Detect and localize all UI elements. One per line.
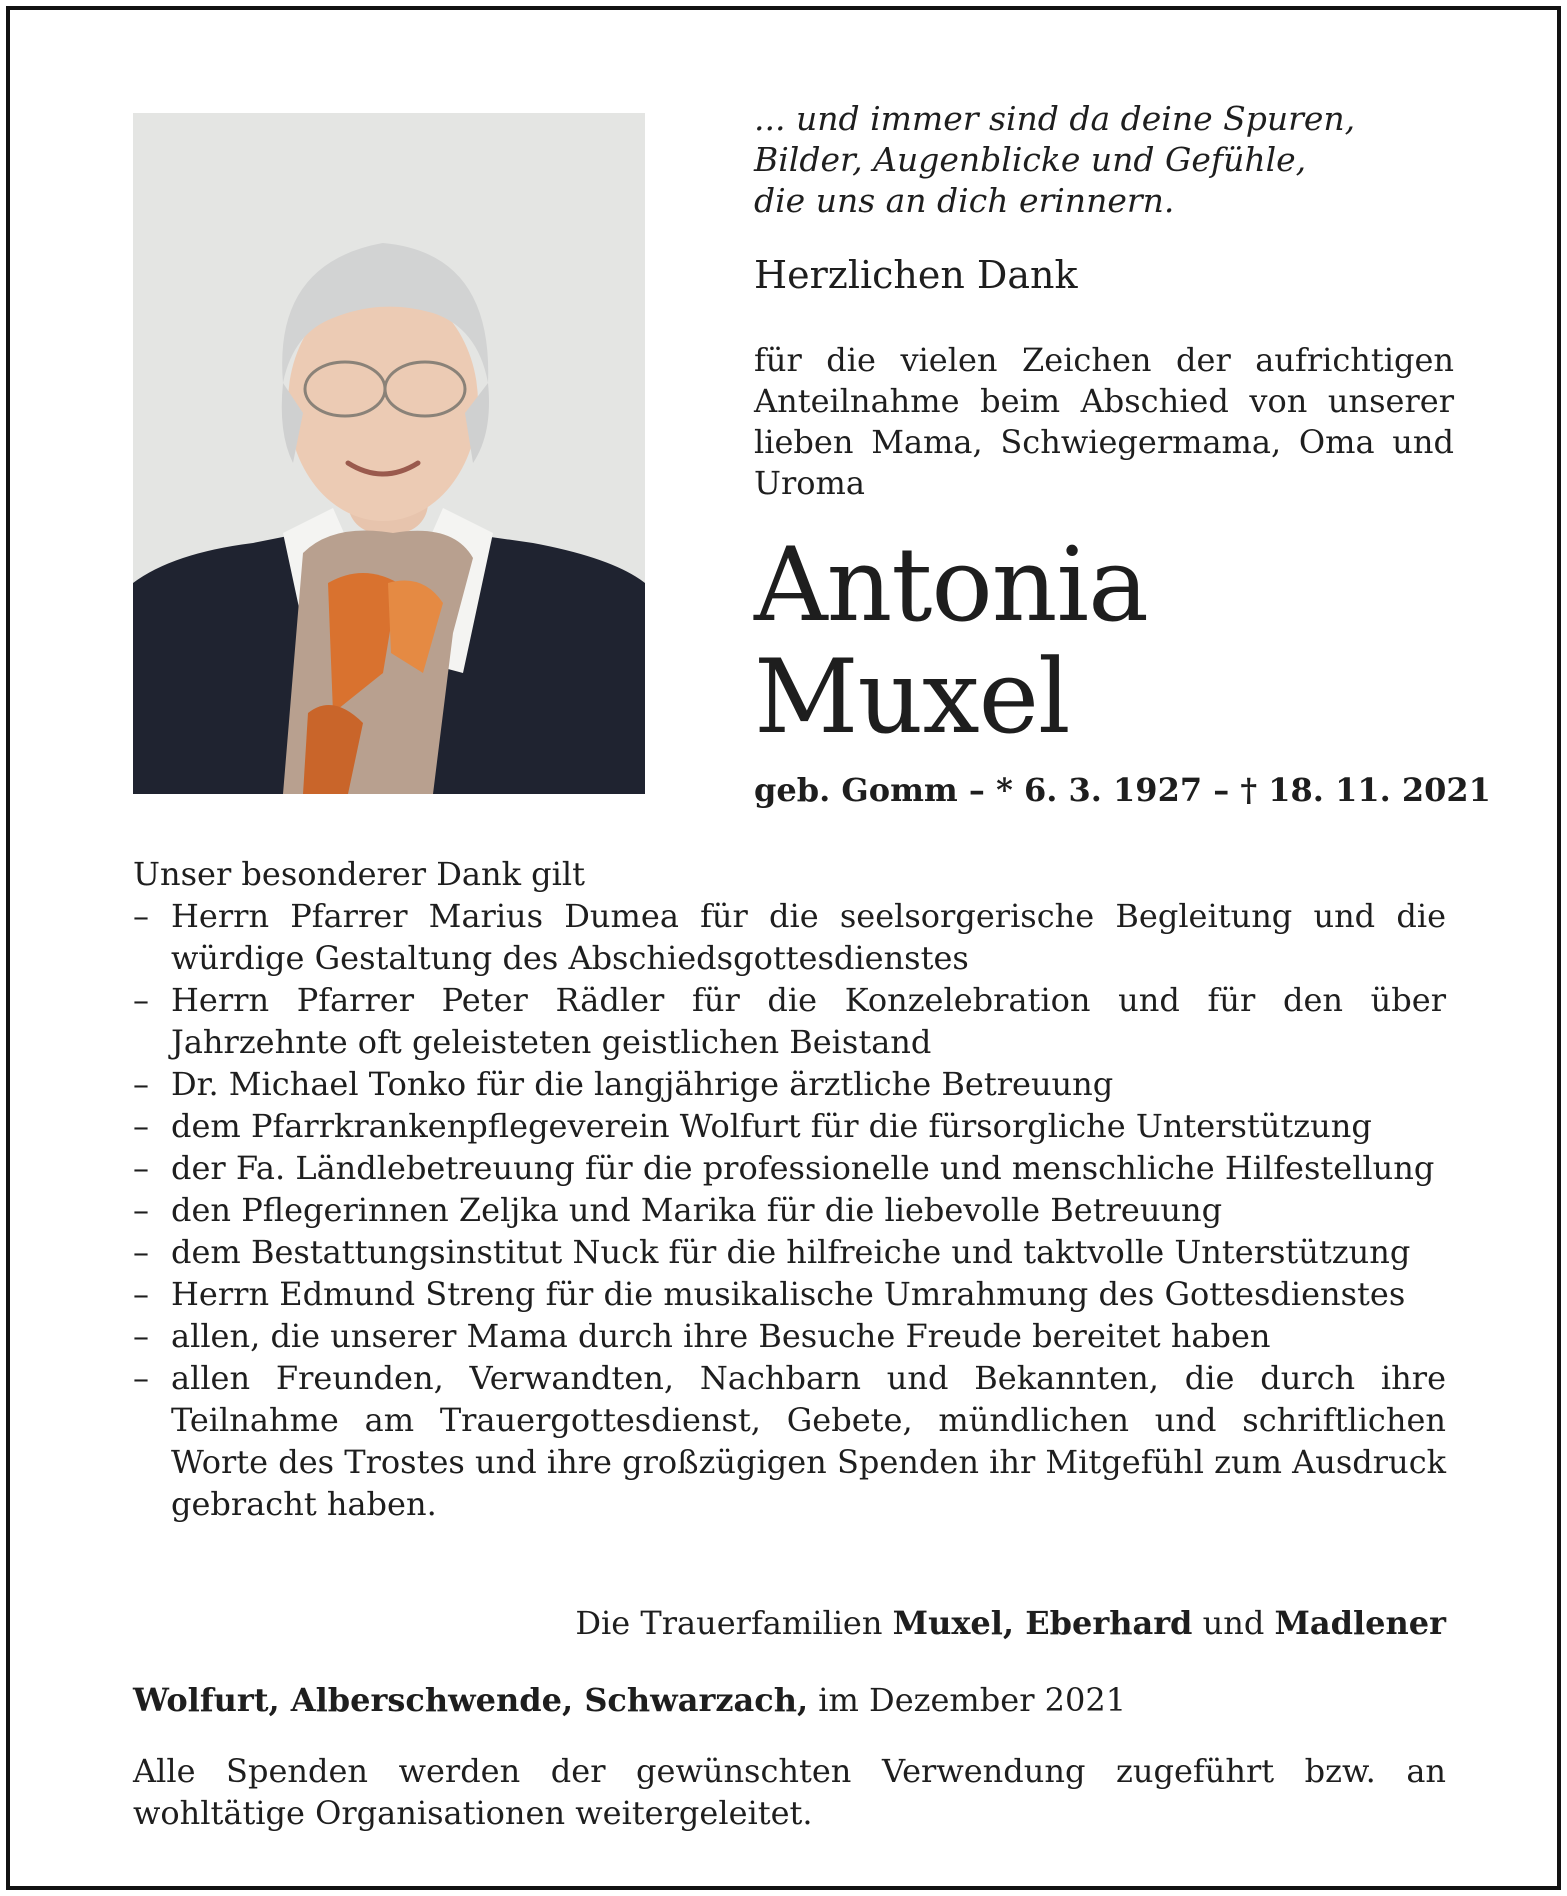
list-item: [133, 1273, 1446, 1315]
list-item-text: der Fa. Ländlebetreuung für die professionelle und menschliche Hilfestellung: [171, 1149, 1435, 1187]
dash-bullet: –: [133, 897, 149, 935]
list-item: [133, 1231, 1446, 1273]
special-thanks-intro: Unser besonderer Dank gilt: [133, 855, 585, 893]
family-signoff: [133, 1602, 1446, 1644]
portrait-photo-icon: [133, 113, 645, 794]
dash-bullet: –: [133, 1275, 149, 1313]
list-item-text: Herrn Pfarrer Peter Rädler für die Konzelebration und für den über Jahrzehnte oft geleisteten geistlichen Beistand: [171, 981, 1446, 1061]
list-item: [133, 1315, 1446, 1357]
dash-bullet: –: [133, 1233, 149, 1271]
quote-line: die uns an dich erinnern.: [754, 181, 1175, 220]
special-thanks-list: [133, 895, 1446, 1525]
places: Wolfurt, Alberschwende, Schwarzach,: [133, 1681, 809, 1719]
signoff-prefix: Die Trauerfamilien: [575, 1604, 883, 1642]
list-item: [133, 1147, 1446, 1189]
list-item-text: Dr. Michael Tonko für die langjährige ärztliche Betreuung: [171, 1065, 1114, 1103]
thanks-text: für die vielen Zeichen der aufrichtigen Anteilnahme beim Abschied von unserer lieben Mama, Schwiegermama, Oma und Uroma: [754, 341, 1454, 502]
thanks-heading: Herzlichen Dank: [754, 253, 1078, 297]
list-item: [133, 895, 1446, 979]
list-item-text: Herrn Edmund Streng für die musikalische Umrahmung des Gottesdienstes: [171, 1275, 1406, 1313]
list-item-text: allen, die unserer Mama durch ihre Besuche Freude bereitet haben: [171, 1317, 1271, 1355]
family-name: Muxel, Eberhard: [892, 1604, 1193, 1642]
deceased-name: [754, 526, 1454, 757]
list-item: [133, 1063, 1446, 1105]
obituary-notice: [6, 6, 1561, 1890]
list-item: [133, 1357, 1446, 1525]
dash-bullet: –: [133, 1149, 149, 1187]
quote-line: ... und immer sind da deine Spuren,: [754, 99, 1356, 138]
dash-bullet: –: [133, 1317, 149, 1355]
list-item-text: den Pflegerinnen Zeljka und Marika für die liebevolle Betreuung: [171, 1191, 1223, 1229]
last-name: Muxel: [754, 638, 1070, 757]
portrait-photo: [133, 113, 645, 794]
dash-bullet: –: [133, 1191, 149, 1229]
first-name: Antonia: [754, 526, 1148, 645]
list-item-text: allen Freunden, Verwandten, Nachbarn und Bekannten, die durch ihre Teilnahme am Trauergottesdienst, Gebete, mündlichen und schriftlichen Worte des Trostes und ihre großzügigen Spenden ihr Mitgefühl zum Ausdruck gebracht haben.: [171, 1359, 1446, 1523]
dash-bullet: –: [133, 1065, 149, 1103]
birth-death-dates: geb. Gomm – * 6. 3. 1927 – † 18. 11. 2021: [754, 771, 1491, 809]
date: im Dezember 2021: [818, 1681, 1127, 1719]
dash-bullet: –: [133, 981, 149, 1019]
family-name: Madlener: [1274, 1604, 1446, 1642]
quote-line: Bilder, Augenblicke und Gefühle,: [754, 140, 1307, 179]
list-item: [133, 979, 1446, 1063]
list-item-text: dem Pfarrkrankenpflegeverein Wolfurt für die fürsorgliche Unterstützung: [171, 1107, 1372, 1145]
dash-bullet: –: [133, 1107, 149, 1145]
list-item: [133, 1189, 1446, 1231]
signoff-connector: und: [1202, 1604, 1265, 1642]
list-item: [133, 1105, 1446, 1147]
memorial-quote: [754, 98, 1454, 221]
dash-bullet: –: [133, 1359, 149, 1397]
list-item-text: Herrn Pfarrer Marius Dumea für die seelsorgerische Begleitung und die würdige Gestaltung des Abschiedsgottesdienstes: [171, 897, 1446, 977]
place-and-date: [133, 1679, 1446, 1721]
donation-note: Alle Spenden werden der gewünschten Verwendung zugeführt bzw. an wohltätige Organisationen weitergeleitet.: [133, 1752, 1446, 1832]
list-item-text: dem Bestattungsinstitut Nuck für die hilfreiche und taktvolle Unterstützung: [171, 1233, 1411, 1271]
